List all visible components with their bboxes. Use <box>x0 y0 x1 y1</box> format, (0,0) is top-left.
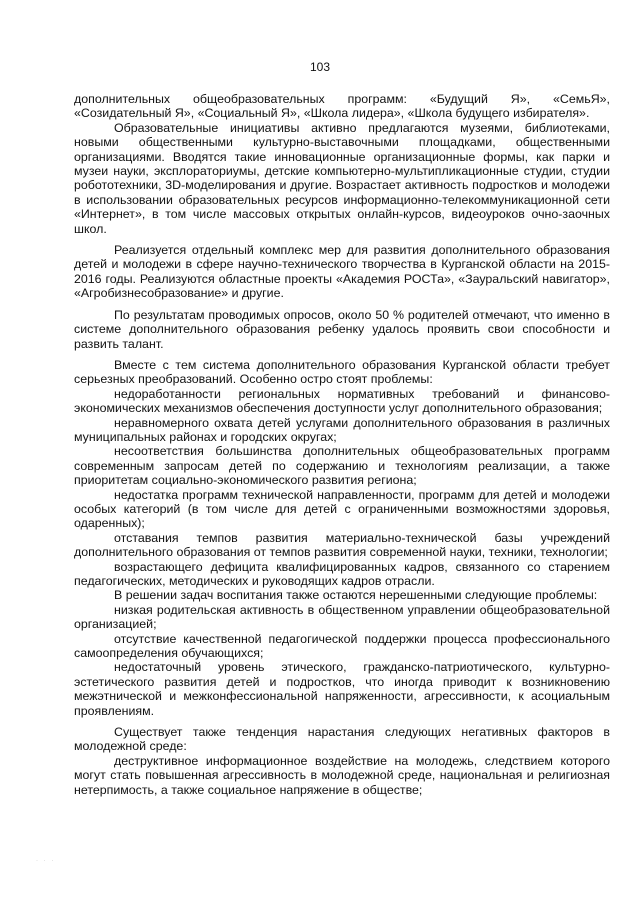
paragraph: Вместе с тем система дополнительного образования Курганской области требует серьезных преобразований. Особенно остро стоят проблемы: <box>74 357 610 387</box>
list-item: недостатка программ технической направленности, программ для детей и молодежи особых категорий (в том числе для детей с ограниченными возможностями здоровья, одаренных); <box>74 487 610 531</box>
paragraph: Существует также тенденция нарастания следующих негативных факторов в молодежной среде: <box>74 725 610 754</box>
paragraph: В решении задач воспитания также остаются нерешенными следующие проблемы: <box>114 588 598 603</box>
page-number: 103 <box>309 60 331 74</box>
list-item: недостаточный уровень этического, гражданско-патриотического, культурно-эстетического развития детей и подростков, что иногда приводит к возникновению межэтнической и межконфессиональной напряженности, агрессивности, к асоциальным проявлениям. <box>74 660 610 718</box>
list-item: отсутствие качественной педагогической поддержки процесса профессионального самоопределения обучающихся; <box>74 631 610 661</box>
list-item: деструктивное информационное воздействие на молодежь, следствием которого могут стать повышенная агрессивность в молодежной среде, национальная и религиозная нетерпимость, а также социальное напряжение в обществе; <box>74 753 610 797</box>
list-item: недоработанности региональных нормативных требований и финансово-экономических механизмов обеспечения доступности услуг дополнительного образования; <box>74 386 610 416</box>
list-item: низкая родительская активность в общественном управлении общеобразовательной организацией; <box>74 602 610 632</box>
paragraph: Реализуется отдельный комплекс мер для развития дополнительного образования детей и молодежи в сфере научно-технического творчества в Курганской области на 2015-2016 годы. Реализуются областные проекты «Академия РОСТа», «Зауральский навигатор», «Агробизнесобразование» и другие. <box>74 243 610 301</box>
paragraph: По результатам проводимых опросов, около 50 % родителей отмечают, что именно в системе дополнительного образования ребенку удалось проявить свои способности и развить талант. <box>74 307 610 351</box>
list-item: отставания темпов развития материально-технической базы учреждений дополнительного образования от темпов развития современной науки, техники, технологии; <box>74 530 610 560</box>
paragraph: Образовательные инициативы активно предлагаются музеями, библиотеками, новыми общественными культурно-выставочными площадками, общественными организациями. Вводятся такие инновационные организационные формы, как парки и музеи науки, эксплораториумы, детские компьютерно-мультипликационные студии, студии робототехники, 3D-моделирования и другие. Возрастает активность подростков и молодежи в использовании образовательных ресурсов информационно-телекоммуникационной сети «Интернет», в том числе массовых открытых онлайн-курсов, видеоуроков очно-заочных школ. <box>74 120 610 236</box>
document-body <box>74 92 610 797</box>
list-item: неравномерного охвата детей услугами дополнительного образования в различных муниципальных районах и городских округах; <box>74 415 610 444</box>
list-item: возрастающего дефицита квалифицированных кадров, связанного со старением педагогических, методических и руководящих кадров отрасли. <box>74 559 610 588</box>
paragraph: дополнительных общеобразовательных программ: «Будущий Я», «СемьЯ», «Созидательный Я», «Социальный Я», «Школа лидера», «Школа будущего избирателя». <box>74 92 610 121</box>
scan-artifact: · · · <box>36 858 56 864</box>
list-item: несоответствия большинства дополнительных общеобразовательных программ современным запросам детей по содержанию и технологиям реализации, а также приоритетам социально-экономического развития региона; <box>74 444 610 488</box>
